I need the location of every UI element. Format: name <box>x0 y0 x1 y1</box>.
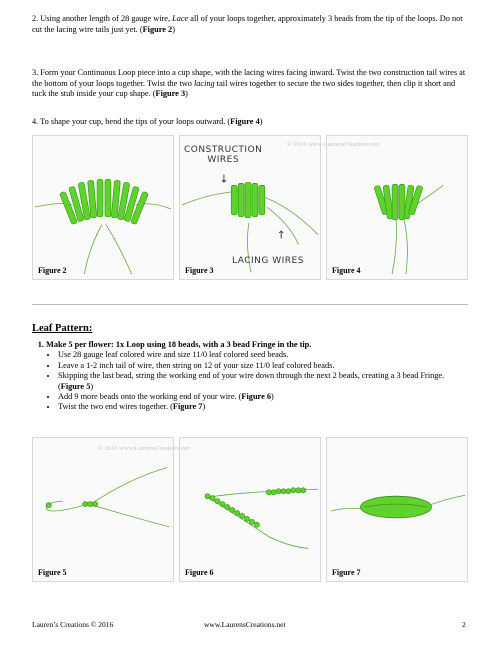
figure-7-label: Figure 7 <box>332 568 361 577</box>
shaped-cup-illustration <box>327 136 467 279</box>
figure-2-photo <box>32 135 174 280</box>
figure-3-label: Figure 3 <box>185 266 214 275</box>
nine-beads-illustration <box>180 438 320 581</box>
svg-text:↑: ↑ <box>276 228 286 242</box>
figure-7-photo <box>326 437 468 582</box>
bullet-text: Twist the two end wires together. ( <box>58 402 173 412</box>
step-3-paragraph <box>32 68 468 100</box>
paren-close: ) <box>90 381 94 391</box>
footer-website: www.LaurensCreations.net <box>204 620 286 629</box>
step-3-text: 3. Form your Continuous Loop piece into a cup shape, with the lacing wires facing inward. Twist the two construction tail wires at the bottom of your loops together. Twist the two <box>32 68 466 88</box>
lace-term: Lace <box>172 14 189 23</box>
figure-2-ref: Figure 2 <box>142 24 173 34</box>
twisted-leaf-illustration <box>327 438 467 581</box>
step-3-text-cont: tail wires together to secure the two sides together, then clip it short and tuck the stub inside your cup shape. ( <box>32 78 456 99</box>
bullet-item <box>58 371 468 392</box>
svg-text:↓: ↓ <box>219 172 229 186</box>
step-4-paragraph <box>32 117 468 128</box>
bullet-text: Skipping the last bead, string the working end of your wire down through the next 2 beads, creating a 3 bead Fringe. ( <box>58 371 445 391</box>
lacing-wires-annotation: LACING WIRES <box>232 256 304 266</box>
fringe-loop-illustration <box>33 438 173 581</box>
figure-5-photo <box>32 437 174 582</box>
paren-close: ) <box>172 24 175 34</box>
figure-5-ref: Figure 5 <box>60 381 91 391</box>
construction-label: CONSTRUCTION <box>184 145 263 155</box>
figure-4-ref: Figure 4 <box>230 117 260 126</box>
figure-3-ref: Figure 3 <box>155 89 186 99</box>
footer-copyright: Lauren’s Creations © 2016 <box>32 620 114 629</box>
bottom-figure-row <box>32 437 468 582</box>
wires-label: WIRES <box>207 155 240 165</box>
leaf-pattern-heading: Leaf Pattern: <box>32 323 93 334</box>
watermark-top: © 2016 www.LaurensCreations.net <box>287 141 379 148</box>
figure-4-label: Figure 4 <box>332 266 361 275</box>
figure-2-label: Figure 2 <box>38 266 67 275</box>
section-divider <box>32 304 468 305</box>
figure-4-photo <box>326 135 468 280</box>
paren-close: ) <box>185 89 188 99</box>
figure-5-label: Figure 5 <box>38 568 67 577</box>
top-figure-row <box>32 135 468 280</box>
construction-wires-annotation <box>184 145 262 165</box>
step-2-text-cont: all of your loops together, approximately 3 beads from the tip of the loops. Do not cut the lacing wire tails just yet. ( <box>32 14 463 34</box>
bullet-item: • Use 28 gauge leaf colored wire and size 11/0 leaf colored seed beads. <box>58 350 468 360</box>
watermark-bottom: © 2016 www.LaurensCreations.net <box>98 445 190 452</box>
bullet-item: • Leave a 1-2 inch tail of wire, then string on 12 of your size 11/0 leaf colored beads. <box>58 361 468 371</box>
leaf-step-1-text: Make 5 per flower: 1x Loop using 18 beads, with a 3 bead Fringe in the tip. <box>46 340 312 349</box>
leaf-steps-list <box>32 340 468 413</box>
step-2-paragraph <box>32 14 468 35</box>
step-4-text: 4. To shape your cup, bend the tips of your loops outward. ( <box>32 117 231 126</box>
figure-3-photo <box>179 135 321 280</box>
laced-loops-illustration <box>33 136 173 279</box>
figure-6-photo <box>179 437 321 582</box>
page-number: 2 <box>462 620 466 629</box>
bullet-item <box>58 392 468 402</box>
figure-7-ref: Figure 7 <box>172 402 203 412</box>
figure-6-ref: Figure 6 <box>241 392 271 402</box>
paren-close: ) <box>271 392 274 402</box>
bullet-text: Add 9 more beads onto the working end of your wire. ( <box>58 392 242 402</box>
lacing-term: lacing <box>193 78 215 88</box>
paren-close: ) <box>259 117 263 126</box>
figure-6-label: Figure 6 <box>185 568 214 577</box>
leaf-step-1 <box>46 340 468 413</box>
paren-close: ) <box>202 402 206 412</box>
leaf-bullets <box>46 350 468 412</box>
bullet-item <box>58 402 468 412</box>
step-2-text: 2. Using another length of 28 gauge wire, <box>32 14 173 23</box>
